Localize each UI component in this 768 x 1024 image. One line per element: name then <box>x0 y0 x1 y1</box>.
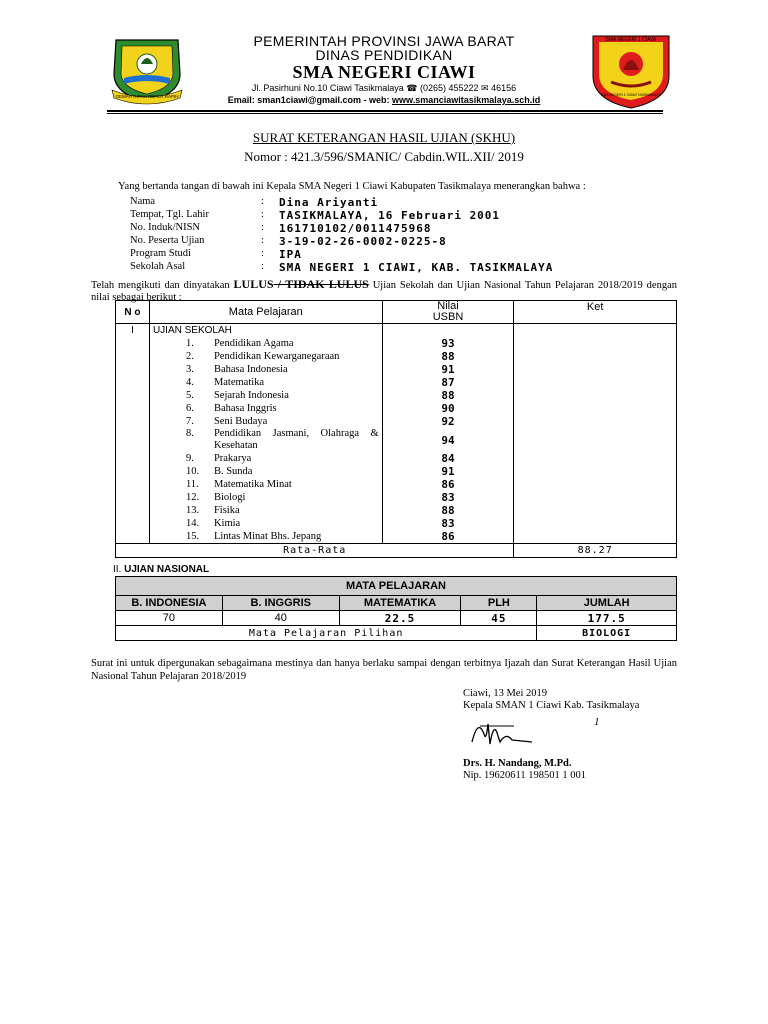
row-score: 88 <box>382 389 514 402</box>
row-score: 94 <box>382 428 514 452</box>
identity-row <box>130 222 650 235</box>
identity-label: Tempat, Tgl. Lahir <box>130 209 209 220</box>
un-value: 22.5 <box>339 611 461 626</box>
row-subject: Bahasa Indonesia <box>213 364 288 375</box>
status-prefix: Telah mengikuti dan dinyatakan <box>91 280 230 291</box>
row-number: 11. <box>185 479 199 490</box>
row-subject: Matematika <box>213 377 265 388</box>
identity-value: SMA NEGERI 1 CIAWI, KAB. TASIKMALAYA <box>279 261 554 274</box>
row-score: 84 <box>382 452 514 465</box>
un-col-header: PLH <box>461 596 537 611</box>
row-subject: Prakarya <box>213 453 252 464</box>
row-score: 91 <box>382 465 514 478</box>
un-value: 45 <box>461 611 537 626</box>
identity-colon: : <box>261 222 264 233</box>
identity-label: Program Studi <box>130 248 191 259</box>
identity-label: Sekolah Asal <box>130 261 186 272</box>
row-subject: Kimia <box>213 518 241 529</box>
header-school-name: SMA NEGERI CIAWI <box>292 62 476 82</box>
un-header: MATA PELAJARAN <box>116 577 677 596</box>
table-row <box>116 337 677 350</box>
row-number: 14. <box>185 518 200 529</box>
school-exam-table <box>115 300 677 558</box>
identity-row <box>130 248 650 261</box>
national-exam-heading: II. UJIAN NASIONAL <box>113 564 210 575</box>
header-address: Jl. Pasirhuni No.10 Ciawi Tasikmalaya ☎ (0265) 455222 ✉ 46156 <box>251 83 517 93</box>
row-score: 83 <box>382 517 514 530</box>
header-email: Email: sman1ciawi@gmail.com - web: <box>227 95 393 105</box>
row-subject: Matematika Minat <box>213 479 292 490</box>
row-score: 91 <box>382 363 514 376</box>
row-score: 92 <box>382 415 514 428</box>
row-score: 93 <box>382 337 514 350</box>
identity-value: IPA <box>279 248 302 261</box>
svg-text:GEMAH RIPAH REPEH RAPIH: GEMAH RIPAH REPEH RAPIH <box>115 94 179 99</box>
identity-colon: : <box>261 261 264 272</box>
table-row <box>116 428 677 452</box>
table-row <box>116 517 677 530</box>
row-number: 8. <box>185 428 194 439</box>
row-score: 88 <box>382 350 514 363</box>
row-subject: Pendidikan Kewarganegaraan <box>213 351 340 362</box>
identity-row <box>130 209 650 222</box>
signature-place-date: Ciawi, 13 Mei 2019 <box>463 688 547 699</box>
un-value: 70 <box>116 611 223 626</box>
row-number: 4. <box>185 377 194 388</box>
header-government: PEMERINTAH PROVINSI JAWA BARAT <box>253 33 515 49</box>
row-number: 15. <box>185 531 200 542</box>
row-number: 6. <box>185 403 194 414</box>
signature-mark: 1 <box>594 716 600 728</box>
un-pilihan-value: BIOLOGI <box>537 626 677 641</box>
col-no-header: N o <box>116 301 150 324</box>
identity-value: 3-19-02-26-0002-0225-8 <box>279 235 447 248</box>
table-row <box>116 478 677 491</box>
table-row <box>116 363 677 376</box>
row-number: 2. <box>185 351 194 362</box>
table-row <box>116 504 677 517</box>
identity-row <box>130 196 650 209</box>
average-value: 88.27 <box>514 544 677 558</box>
row-score: 86 <box>382 530 514 544</box>
row-subject: Lintas Minat Bhs. Jepang <box>213 531 322 542</box>
section-row <box>116 324 677 338</box>
row-subject: Sejarah Indonesia <box>213 390 289 401</box>
table-row <box>116 415 677 428</box>
header-rule-thin <box>107 113 663 114</box>
identity-label: Nama <box>130 196 156 207</box>
national-exam-table <box>115 576 677 641</box>
table-row <box>116 530 677 544</box>
header-contact <box>0 95 768 105</box>
row-number: 13. <box>185 505 200 516</box>
row-number: 1. <box>185 338 194 349</box>
svg-text:SMA NEGERI 1 CIAWI: SMA NEGERI 1 CIAWI <box>605 37 657 43</box>
status-tidak-lulus: / TIDAK LULUS <box>273 277 369 291</box>
table-row <box>116 350 677 363</box>
identity-colon: : <box>261 248 264 259</box>
table-row <box>116 376 677 389</box>
row-subject: Pendidikan Jasmani, Olahraga & Kesehatan <box>213 428 379 451</box>
table-row <box>116 465 677 478</box>
signature-nip: Nip. 19620611 198501 1 001 <box>463 770 586 781</box>
identity-value: 161710102/0011475968 <box>279 222 432 235</box>
row-number: 5. <box>185 390 194 401</box>
identity-row <box>130 235 650 248</box>
identity-value: Dina Ariyanti <box>279 196 379 209</box>
row-subject: Fisika <box>213 505 240 516</box>
col-score-header: Nilai USBN <box>382 301 514 324</box>
col-ket-header: Ket <box>514 301 677 324</box>
identity-label: No. Peserta Ujian <box>130 235 205 246</box>
identity-row <box>130 261 650 274</box>
identity-colon: : <box>261 209 264 220</box>
row-number: 3. <box>185 364 194 375</box>
row-number: 9. <box>185 453 194 464</box>
un-value: 177.5 <box>537 611 677 626</box>
un-col-header: B. INDONESIA <box>116 596 223 611</box>
un-col-header: B. INGGRIS <box>222 596 339 611</box>
row-subject: Biologi <box>213 492 246 503</box>
header-department: DINAS PENDIDIKAN <box>315 47 453 63</box>
row-score: 90 <box>382 402 514 415</box>
un-col-header: JUMLAH <box>537 596 677 611</box>
signature-image <box>470 712 540 748</box>
identity-label: No. Induk/NISN <box>130 222 200 233</box>
section-title: UJIAN SEKOLAH <box>149 324 382 338</box>
intro-text: Yang bertanda tangan di bawah ini Kepala SMA Negeri 1 Ciawi Kabupaten Tasikmalaya menerangkan bahwa : <box>118 181 586 192</box>
row-score: 87 <box>382 376 514 389</box>
table-row <box>116 389 677 402</box>
status-suffix: Ujian Sekolah dan Ujian Nasional Tahun Pelajaran 2018/2019 dengan nilai sebagai berikut : <box>91 280 677 303</box>
identity-value: TASIKMALAYA, 16 Februari 2001 <box>279 209 501 222</box>
signature-position: Kepala SMAN 1 Ciawi Kab. Tasikmalaya <box>463 700 640 711</box>
identity-colon: : <box>261 196 264 207</box>
document-title: SURAT KETERANGAN HASIL UJIAN (SKHU) <box>252 130 516 145</box>
row-number: 10. <box>185 466 200 477</box>
row-subject: Bahasa Inggris <box>213 403 277 414</box>
row-number: 7. <box>185 416 194 427</box>
section-no: I <box>116 324 150 338</box>
closing-text: Surat ini untuk dipergunakan sebagaimana mestinya dan hanya berlaku sampai dengan terbitnya Ijazah dan Surat Keterangan Hasil Ujian Nasional Tahun Pelajaran 2018/2019 <box>91 658 677 682</box>
row-score: 83 <box>382 491 514 504</box>
table-row <box>116 452 677 465</box>
identity-colon: : <box>261 235 264 246</box>
header-website-link[interactable]: www.smanciawitasikmalaya.sch.id <box>392 95 541 105</box>
signature-name: Drs. H. Nandang, M.Pd. <box>463 758 572 769</box>
row-score: 88 <box>382 504 514 517</box>
un-value: 40 <box>222 611 339 626</box>
row-number: 12. <box>185 492 200 503</box>
col-subject-header: Mata Pelajaran <box>149 301 382 324</box>
header-rule-thick <box>107 110 663 112</box>
row-score: 86 <box>382 478 514 491</box>
row-subject: B. Sunda <box>213 466 253 477</box>
table-row <box>116 402 677 415</box>
un-col-header: MATEMATIKA <box>339 596 461 611</box>
average-row <box>116 544 677 558</box>
table-row <box>116 491 677 504</box>
document-number: Nomor : 421.3/596/SMANIC/ Cabdin.WIL.XII/ 2019 <box>244 149 524 164</box>
row-subject: Pendidikan Agama <box>213 338 294 349</box>
row-subject: Seni Budaya <box>213 416 268 427</box>
average-label: Rata-Rata <box>116 544 514 558</box>
svg-text:SMA NEGERI 1 CIAWI TASIKMALAYA: SMA NEGERI 1 CIAWI TASIKMALAYA <box>600 93 662 97</box>
status-lulus: LULUS <box>233 277 274 291</box>
un-pilihan-label: Mata Pelajaran Pilihan <box>116 626 537 641</box>
